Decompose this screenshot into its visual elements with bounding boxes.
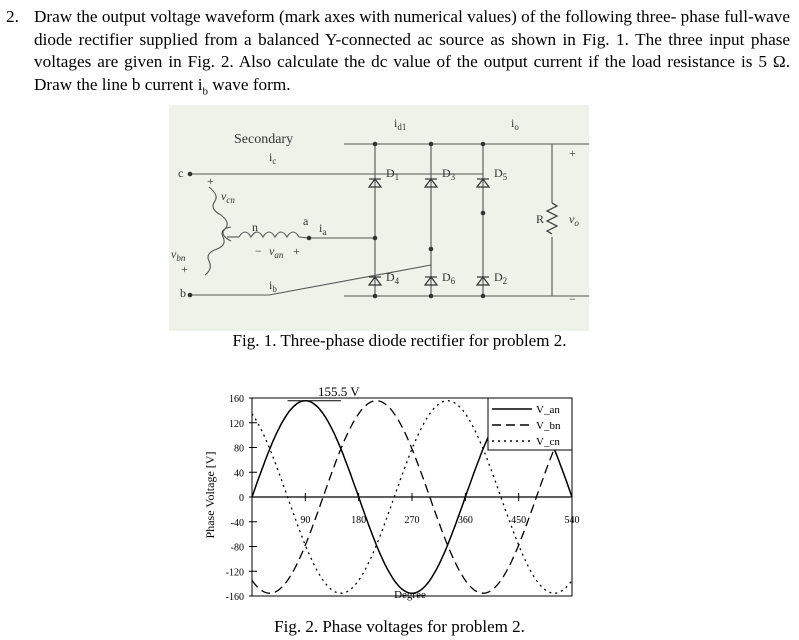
phase-voltage-chart — [200, 380, 590, 610]
y-tick-label: 160 — [229, 394, 244, 405]
circuit-background — [169, 105, 589, 331]
y-axis-label: Phase Voltage [V] — [203, 451, 217, 539]
problem-text — [34, 6, 790, 102]
problem-line-1: Draw the output voltage waveform (mark axes with numerical values) of the following three- — [34, 7, 677, 26]
node-c-label: c — [178, 166, 184, 180]
y-tick-label: 80 — [234, 443, 244, 455]
y-tick-label: -120 — [225, 567, 244, 579]
chart-legend — [488, 398, 572, 450]
x-tick-label: 270 — [404, 515, 420, 526]
secondary-label: Secondary — [234, 132, 294, 147]
resistor-label: R — [536, 212, 545, 226]
ia-label: $i_a$ — [319, 221, 327, 237]
y-tick-label: 40 — [234, 468, 244, 480]
y-tick-label: -160 — [225, 592, 244, 603]
fig2-caption: Fig. 2. Phase voltages for problem 2. — [274, 617, 525, 636]
problem-statement — [6, 6, 790, 102]
ic-label: $i_c$ — [269, 150, 277, 166]
ib-label: $i_b$ — [269, 278, 277, 294]
problem-line-3: Fig. 1. The three input phase voltages are given in Fig. 2. Also calculate the dc value of the — [34, 29, 791, 71]
node-a-label: a — [303, 214, 309, 228]
vo-plus: + — [569, 146, 576, 160]
plus-an: + — [293, 244, 300, 258]
peak-annotation: 155.5 V — [318, 384, 360, 399]
vcn-label: $v_{cn}$ — [221, 189, 235, 205]
id1-label: $i_{d1}$ — [394, 116, 407, 132]
legend-entry: V_an — [536, 404, 560, 416]
fig1-caption: Fig. 1. Three-phase diode rectifier for problem 2. — [232, 331, 567, 350]
legend-entry: V_bn — [536, 420, 561, 432]
van-label: $v_{an}$ — [269, 244, 284, 260]
plus-b: + — [181, 262, 188, 276]
x-axis-label: Degree — [394, 589, 426, 601]
diode-d6-label: $D_6$ — [442, 270, 456, 286]
io-label: $i_o$ — [511, 116, 519, 132]
x-tick-label: 540 — [564, 515, 580, 526]
y-tick-label: -80 — [230, 542, 244, 554]
y-tick-label: 120 — [229, 418, 244, 430]
diode-d3-label: $D_3$ — [442, 166, 456, 182]
node-n-label: n — [252, 220, 258, 234]
minus-an: − — [255, 244, 262, 258]
node-b-label: b — [180, 286, 186, 300]
plus-c: + — [207, 174, 214, 188]
problem-line-2: phase full-wave diode rectifier supplied from a balanced Y-connected ac source as shown in — [34, 7, 790, 49]
diode-d5-label: $D_5$ — [494, 166, 508, 182]
y-tick-label: -40 — [230, 517, 244, 529]
vbn-label: $v_{bn}$ — [171, 247, 186, 263]
rectifier-circuit-diagram — [169, 105, 589, 331]
vo-label: $v_o$ — [569, 212, 579, 228]
x-tick-label: 360 — [457, 515, 473, 526]
x-tick-label: 90 — [300, 515, 311, 526]
problem-line-4: output current if the load resistance is 5 Ω. Draw the line b current $i_b$ wave form. — [34, 52, 790, 97]
diode-d4-label: $D_4$ — [386, 270, 400, 286]
diode-d2-label: $D_2$ — [494, 270, 508, 286]
problem-number: 2. — [6, 7, 19, 26]
diode-d1-label: $D_1$ — [386, 166, 400, 182]
vo-minus: − — [569, 292, 576, 306]
y-tick-label: 0 — [239, 493, 244, 504]
x-tick-label: 450 — [511, 515, 527, 526]
legend-entry: V_cn — [536, 436, 560, 448]
x-tick-label: 180 — [351, 515, 367, 526]
